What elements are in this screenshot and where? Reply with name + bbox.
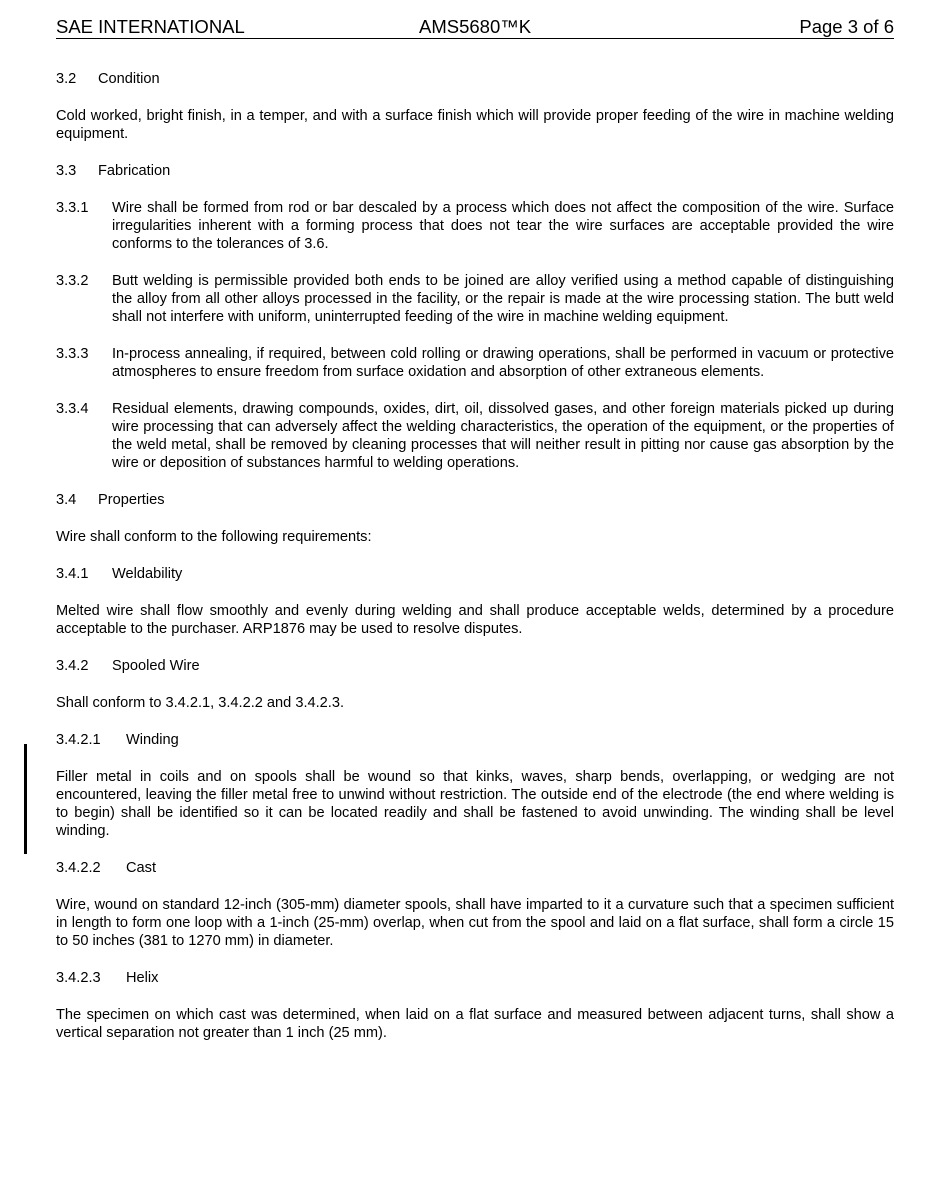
clause-text: Wire shall be formed from rod or bar descaled by a process which does not affect the composition of the wire. Surface irregularities inherent with a forming process that does not tear the wire surfaces are acceptable provided the wire conforms to the tolerances of 3.6. [112, 200, 894, 252]
section-heading-3-4-2-2 [56, 859, 894, 877]
clause-3-3-2 [56, 272, 894, 326]
page-number: Page 3 of 6 [799, 16, 894, 37]
revision-bar [24, 744, 27, 854]
organization-name: SAE INTERNATIONAL [56, 16, 245, 37]
section-title: Condition [98, 71, 160, 87]
section-title: Fabrication [98, 163, 171, 179]
section-heading-3-2 [56, 70, 894, 88]
section-number: 3.4.2.1 [56, 732, 101, 748]
section-heading-3-4-2-1 [56, 731, 894, 749]
paragraph-properties: Wire shall conform to the following requirements: [56, 529, 372, 545]
document-body [56, 70, 894, 1042]
section-number: 3.4.2.3 [56, 970, 101, 986]
section-title: Spooled Wire [112, 658, 200, 674]
clause-text: In-process annealing, if required, between cold rolling or drawing operations, shall be performed in vacuum or protective atmospheres to ensure freedom from surface oxidation and absorption of other extraneous elements. [112, 346, 894, 380]
page-header [56, 16, 894, 39]
paragraph-helix: The specimen on which cast was determined, when laid on a flat surface and measured between adjacent turns, shall show a vertical separation not greater than 1 inch (25 mm). [56, 1007, 894, 1041]
section-title: Cast [126, 860, 157, 876]
section-number: 3.4.2 [56, 658, 89, 674]
clause-3-3-3 [56, 345, 894, 381]
paragraph-spooled-wire: Shall conform to 3.4.2.1, 3.4.2.2 and 3.4.2.3. [56, 695, 345, 711]
clause-text: Butt welding is permissible provided both ends to be joined are alloy verified using a method capable of distinguishing the alloy from all other alloys processed in the facility, or the repair is made at the wire processing station. The butt weld shall not interfere with uniform, uninterrupted feeding of the wire in machine welding equipment. [112, 273, 894, 325]
section-number: 3.2 [56, 71, 77, 87]
paragraph-cast: Wire, wound on standard 12-inch (305-mm) diameter spools, shall have imparted to it a curvature such that a specimen sufficient in length to form one loop with a 1-inch (25-mm) overlap, when cut from the spool and laid on a flat surface, shall form a circle 15 to 50 inches (381 to 1270 mm) in diameter. [56, 897, 894, 949]
clause-3-3-4 [56, 400, 894, 472]
section-number: 3.4.1 [56, 566, 89, 582]
clause-number: 3.3.2 [56, 273, 89, 289]
section-title: Properties [98, 492, 165, 508]
section-heading-3-4-1 [56, 565, 894, 583]
section-title: Winding [126, 732, 179, 748]
paragraph-condition: Cold worked, bright finish, in a temper, and with a surface finish which will provide proper feeding of the wire in machine welding equipment. [56, 108, 894, 142]
document-id: AMS5680™K [419, 16, 532, 37]
section-heading-3-4 [56, 491, 894, 509]
clause-number: 3.3.3 [56, 346, 89, 362]
section-heading-3-4-2-3 [56, 969, 894, 987]
paragraph-winding: Filler metal in coils and on spools shall be wound so that kinks, waves, sharp bends, overlapping, or wedging are not encountered, leaving the filler metal free to unwind without restriction. The outside end of the electrode (the end where welding is to begin) shall be identified so it can be located readily and shall be fastened to avoid unwinding. The winding shall be level winding. [56, 769, 894, 839]
paragraph-weldability: Melted wire shall flow smoothly and evenly during welding and shall produce acceptable welds, determined by a procedure acceptable to the purchaser. ARP1876 may be used to resolve disputes. [56, 603, 894, 637]
section-heading-3-4-2 [56, 657, 894, 675]
clause-3-3-1 [56, 199, 894, 253]
section-heading-3-3 [56, 162, 894, 180]
section-number: 3.4.2.2 [56, 860, 101, 876]
clause-number: 3.3.1 [56, 200, 89, 216]
clause-text: Residual elements, drawing compounds, oxides, dirt, oil, dissolved gases, and other foreign materials picked up during wire processing that can adversely affect the welding characteristics, the operation of the equipment, or the properties of the weld metal, shall be removed by cleaning processes that will neither result in pitting nor cause gas absorption by the wire or deposition of substances harmful to welding operations. [112, 401, 894, 471]
clause-number: 3.3.4 [56, 401, 89, 417]
section-title: Helix [126, 970, 159, 986]
section-number: 3.3 [56, 163, 77, 179]
section-title: Weldability [112, 566, 183, 582]
section-number: 3.4 [56, 492, 77, 508]
